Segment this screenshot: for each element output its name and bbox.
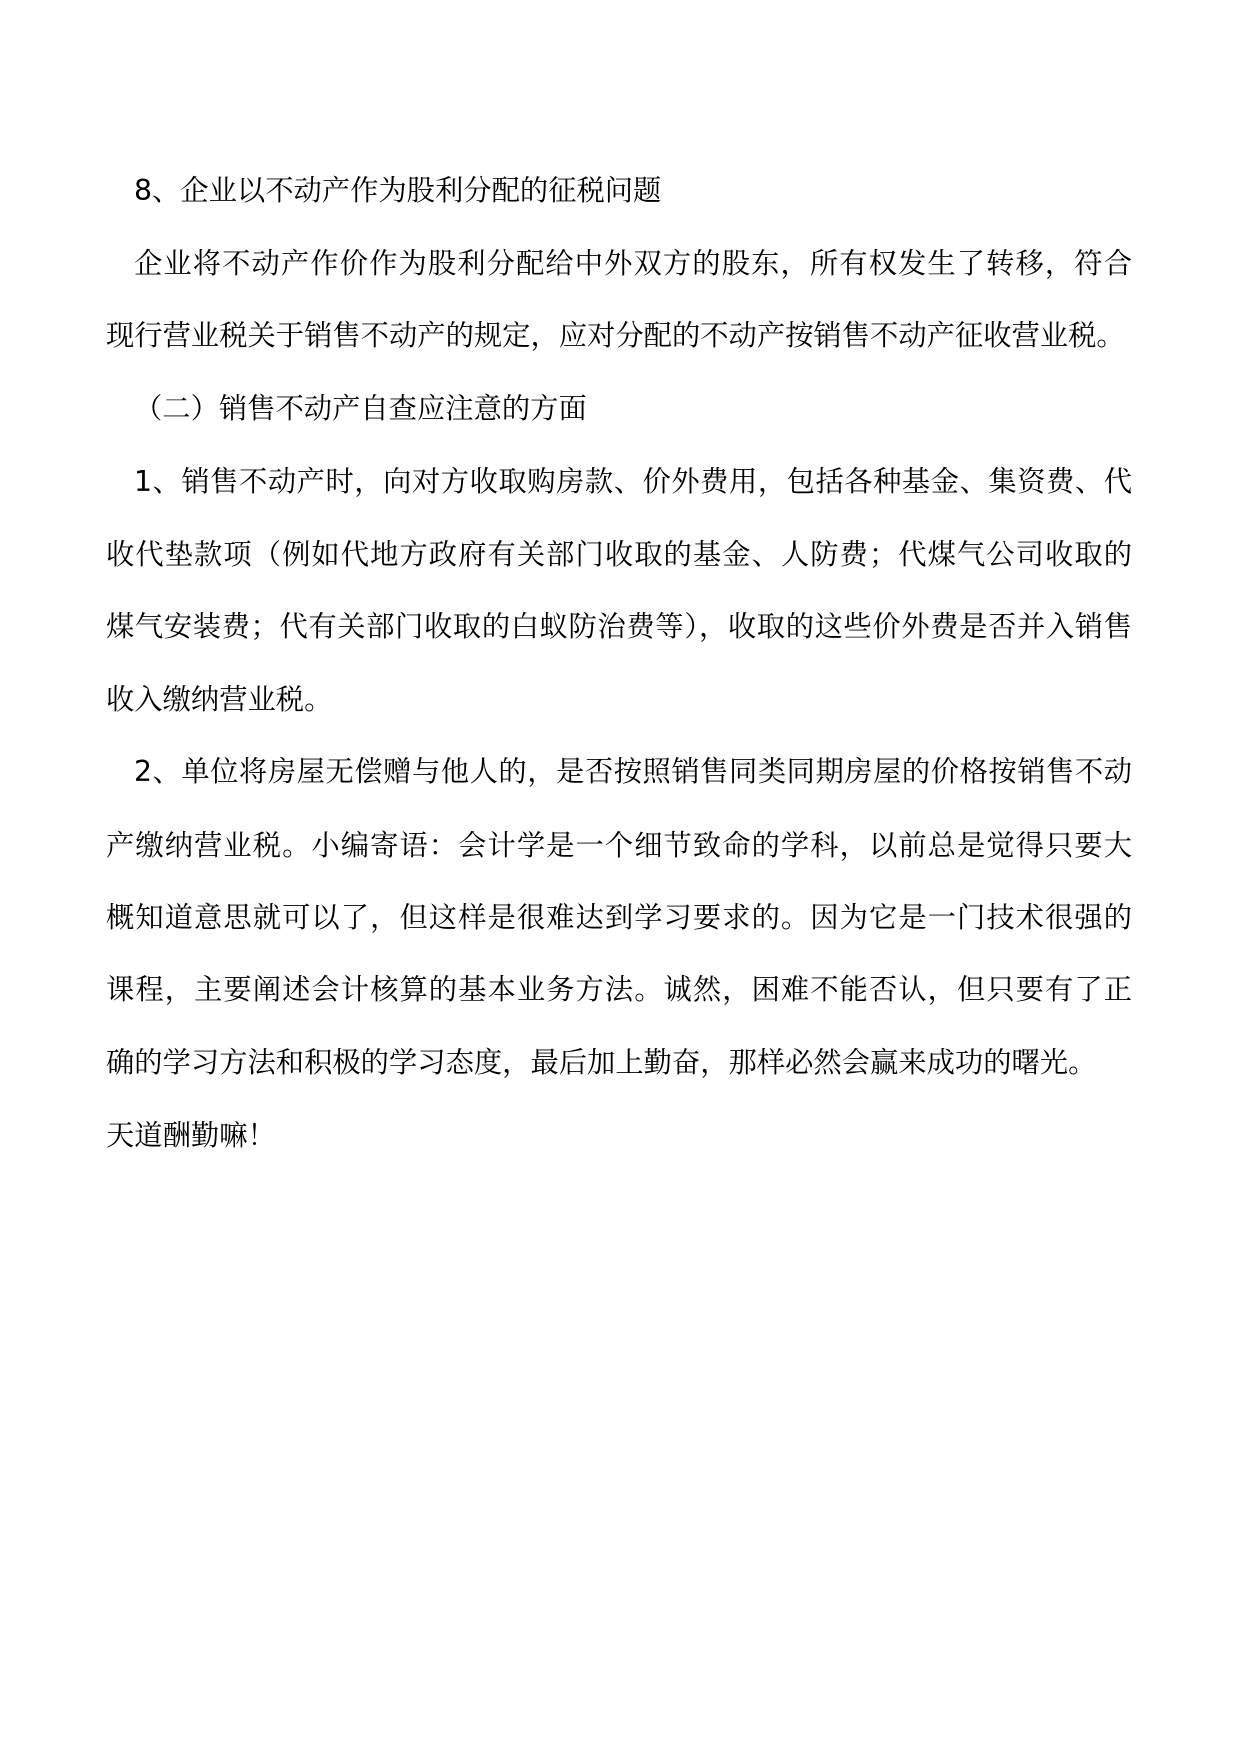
paragraph-line: 煤气安装费；代有关部门收取的白蚁防治费等），收取的这些价外费是否并入销售	[106, 610, 1132, 643]
paragraph-line: 现行营业税关于销售不动产的规定，应对分配的不动产按销售不动产征收营业税。	[106, 319, 1125, 352]
paragraph-line: 产缴纳营业税。小编寄语：会计学是一个细节致命的学科，以前总是觉得只要大	[106, 829, 1132, 862]
paragraph-line: 1、销售不动产时，向对方收取购房款、价外费用，包括各种基金、集资费、代	[134, 465, 1132, 498]
paragraph-line: 企业将不动产作价作为股利分配给中外双方的股东，所有权发生了转移，符合	[134, 247, 1132, 280]
paragraph-line: 天道酬勤嘛！	[106, 1119, 276, 1152]
paragraph-line: 2、单位将房屋无偿赠与他人的，是否按照销售同类同期房屋的价格按销售不动	[134, 755, 1132, 788]
paragraph-line: 课程，主要阐述会计核算的基本业务方法。诚然，困难不能否认，但只要有了正	[106, 973, 1132, 1006]
paragraph-line: 收入缴纳营业税。	[106, 683, 333, 716]
paragraph-line: 收代垫款项（例如代地方政府有关部门收取的基金、人防费；代煤气公司收取的	[106, 538, 1132, 571]
section-heading: （二）销售不动产自查应注意的方面	[134, 392, 587, 425]
paragraph-line: 确的学习方法和积极的学习态度，最后加上勤奋，那样必然会赢来成功的曙光。	[106, 1046, 1097, 1079]
paragraph-line: 概知道意思就可以了，但这样是很难达到学习要求的。因为它是一门技术很强的	[106, 901, 1132, 934]
heading-item-8: 8、企业以不动产作为股利分配的征税问题	[134, 174, 662, 207]
